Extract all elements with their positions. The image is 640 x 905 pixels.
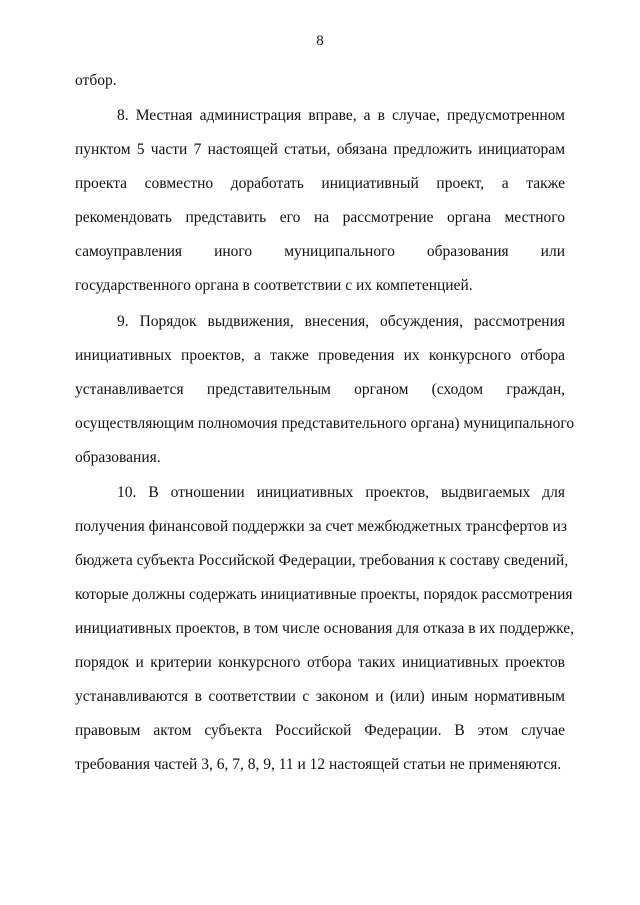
paragraph-10-line: порядок и критерии конкурсного отбора таких инициативных проектов: [75, 654, 565, 671]
paragraph-10-line: устанавливаются в соответствии с законом и (или) иным нормативным: [75, 688, 565, 705]
paragraph-9-line: устанавливается представительным органом (сходом граждан,: [75, 381, 565, 398]
text-line: отбор.: [75, 72, 117, 89]
paragraph-9-line: инициативных проектов, а также проведения их конкурсного отбора: [75, 347, 565, 364]
paragraph-8-line: проекта совместно доработать инициативный проект, а также: [75, 175, 565, 192]
paragraph-10-line: получения финансовой поддержки за счет межбюджетных трансфертов из: [75, 518, 567, 535]
paragraph-9-line: 9. Порядок выдвижения, внесения, обсуждения, рассмотрения: [117, 313, 565, 330]
page-number: 8: [316, 33, 324, 49]
paragraph-10-line: 10. В отношении инициативных проектов, выдвигаемых для: [117, 484, 565, 501]
paragraph-10-line: правовым актом субъекта Российской Федерации. В этом случае: [75, 722, 565, 739]
paragraph-8-line: государственного органа в соответствии с их компетенцией.: [75, 277, 473, 294]
paragraph-8-line: самоуправления иного муниципального образования или: [75, 243, 565, 260]
paragraph-8-line: пунктом 5 части 7 настоящей статьи, обязана предложить инициаторам: [75, 141, 565, 158]
paragraph-10-line: требования частей 3, 6, 7, 8, 9, 11 и 12 настоящей статьи не применяются.: [75, 756, 562, 773]
paragraph-10-line: которые должны содержать инициативные проекты, порядок рассмотрения: [75, 586, 573, 603]
paragraph-10-line: бюджета субъекта Российской Федерации, требования к составу сведений,: [75, 552, 569, 569]
paragraph-9-line: осуществляющим полномочия представительного органа) муниципального: [75, 415, 575, 432]
paragraph-10-line: инициативных проектов, в том числе основания для отказа в их поддержке,: [75, 620, 574, 637]
paragraph-8-line: 8. Местная администрация вправе, а в случае, предусмотренном: [117, 107, 565, 124]
paragraph-8-line: рекомендовать представить его на рассмотрение органа местного: [75, 209, 565, 226]
paragraph-9-line: образования.: [75, 449, 161, 466]
